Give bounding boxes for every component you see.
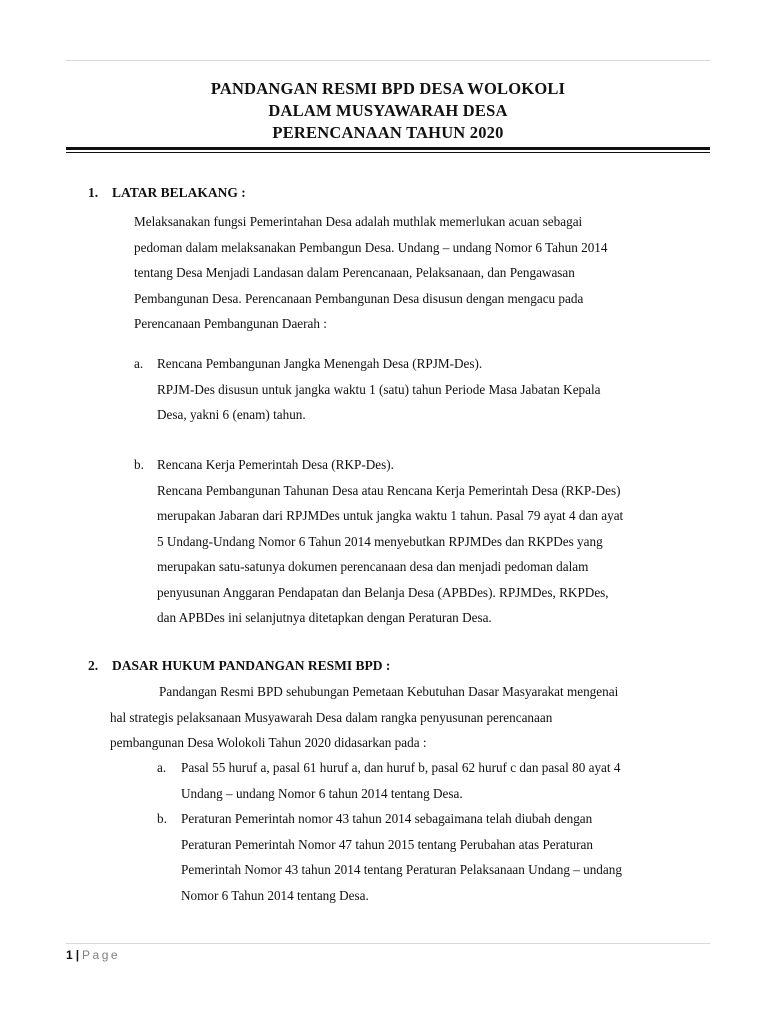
item-2a-text bbox=[181, 755, 620, 806]
section-1-number: 1. bbox=[88, 185, 99, 200]
section-1-heading: LATAR BELAKANG : bbox=[112, 185, 246, 200]
title-rule-thin bbox=[66, 152, 710, 153]
item-1b-text bbox=[157, 452, 623, 631]
item-2b-line: Peraturan Pemerintah Nomor 47 tahun 2015 tentang Perubahan atas Peraturan bbox=[181, 836, 593, 852]
item-1b-line: Rencana Kerja Pemerintah Desa (RKP-Des). bbox=[157, 457, 394, 472]
title-line-1: PANDANGAN RESMI BPD DESA WOLOKOLI bbox=[210, 79, 566, 98]
item-1b-line: merupakan Jabaran dari RPJMDes untuk jangka waktu 1 tahun. Pasal 79 ayat 4 dan ayat bbox=[157, 508, 624, 523]
item-2b-line: Peraturan Pemerintah nomor 43 tahun 2014 sebagaimana telah diubah dengan bbox=[181, 811, 593, 826]
page-number: 1 bbox=[66, 948, 73, 962]
item-1b-line: dan APBDes ini selanjutnya ditetapkan dengan Peraturan Desa. bbox=[157, 610, 492, 625]
item-2b-text bbox=[181, 806, 622, 908]
item-2a-marker: a. bbox=[157, 760, 167, 775]
item-1a-line: RPJM-Des disusun untuk jangka waktu 1 (satu) tahun Periode Masa Jabatan Kepala bbox=[157, 381, 601, 397]
page-label: Page bbox=[82, 948, 121, 962]
section-1-intro-line: Perencanaan Pembangunan Daerah : bbox=[134, 316, 327, 331]
section-2-intro bbox=[110, 679, 618, 756]
section-2-number: 2. bbox=[88, 658, 99, 673]
title-rule-thick bbox=[66, 147, 710, 150]
item-1b-line: penyusunan Anggaran Pendapatan dan Belanja Desa (APBDes). RPJMDes, RKPDes, bbox=[157, 584, 609, 600]
section-1-intro-line: tentang Desa Menjadi Landasan dalam Perencanaan, Pelaksanaan, dan Pengawasan bbox=[134, 265, 575, 280]
section-1-intro-line: Pembangunan Desa. Perencanaan Pembangunan Desa disusun dengan mengacu pada bbox=[134, 290, 584, 306]
title-line-3: PERENCANAAN TAHUN 2020 bbox=[272, 123, 504, 142]
section-2-heading: DASAR HUKUM PANDANGAN RESMI BPD : bbox=[112, 658, 391, 673]
item-2b-line: Nomor 6 Tahun 2014 tentang Desa. bbox=[181, 887, 369, 903]
section-1-intro-line: Melaksanakan fungsi Pemerintahan Desa adalah muthlak memerlukan acuan sebagai bbox=[134, 214, 583, 229]
item-2b-line: Pemerintah Nomor 43 tahun 2014 tentang Peraturan Pelaksanaan Undang – undang bbox=[181, 862, 622, 877]
section-2-intro-line: Pandangan Resmi BPD sehubungan Pemetaan Kebutuhan Dasar Masyarakat mengenai bbox=[159, 684, 619, 699]
page-footer bbox=[66, 947, 120, 963]
item-1b-line: merupakan satu-satunya dokumen perencanaan desa dan menjadi pedoman dalam bbox=[157, 559, 589, 574]
item-1a-line: Desa, yakni 6 (enam) tahun. bbox=[157, 407, 306, 422]
item-1a-marker: a. bbox=[134, 356, 144, 371]
item-2a-line: Undang – undang Nomor 6 tahun 2014 tentang Desa. bbox=[181, 785, 463, 801]
section-1-intro-line: pedoman dalam melaksanakan Pembangun Desa. Undang – undang Nomor 6 Tahun 2014 bbox=[134, 239, 608, 255]
section-2-intro-line: hal strategis pelaksanaan Musyawarah Desa dalam rangka penyusunan perencanaan bbox=[110, 709, 553, 725]
item-2a-line: Pasal 55 huruf a, pasal 61 huruf a, dan huruf b, pasal 62 huruf c dan pasal 80 ayat 4 bbox=[181, 760, 621, 775]
item-1b-marker: b. bbox=[134, 457, 144, 472]
item-1b-line: 5 Undang-Undang Nomor 6 Tahun 2014 menyebutkan RPJMDes dan RKPDes yang bbox=[157, 533, 603, 549]
footer-separator: | bbox=[75, 948, 80, 962]
section-1-intro bbox=[134, 209, 607, 337]
item-2b-marker: b. bbox=[157, 811, 167, 826]
item-1a-text bbox=[157, 351, 601, 428]
item-1b-line: Rencana Pembangunan Tahunan Desa atau Rencana Kerja Pemerintah Desa (RKP-Des) bbox=[157, 482, 621, 498]
title-line-2: DALAM MUSYAWARAH DESA bbox=[268, 101, 508, 120]
footer-divider bbox=[66, 943, 710, 944]
item-1a-line: Rencana Pembangunan Jangka Menengah Desa (RPJM-Des). bbox=[157, 356, 483, 371]
header-divider bbox=[66, 60, 710, 61]
section-2-intro-line: pembangunan Desa Wolokoli Tahun 2020 didasarkan pada : bbox=[110, 735, 427, 750]
